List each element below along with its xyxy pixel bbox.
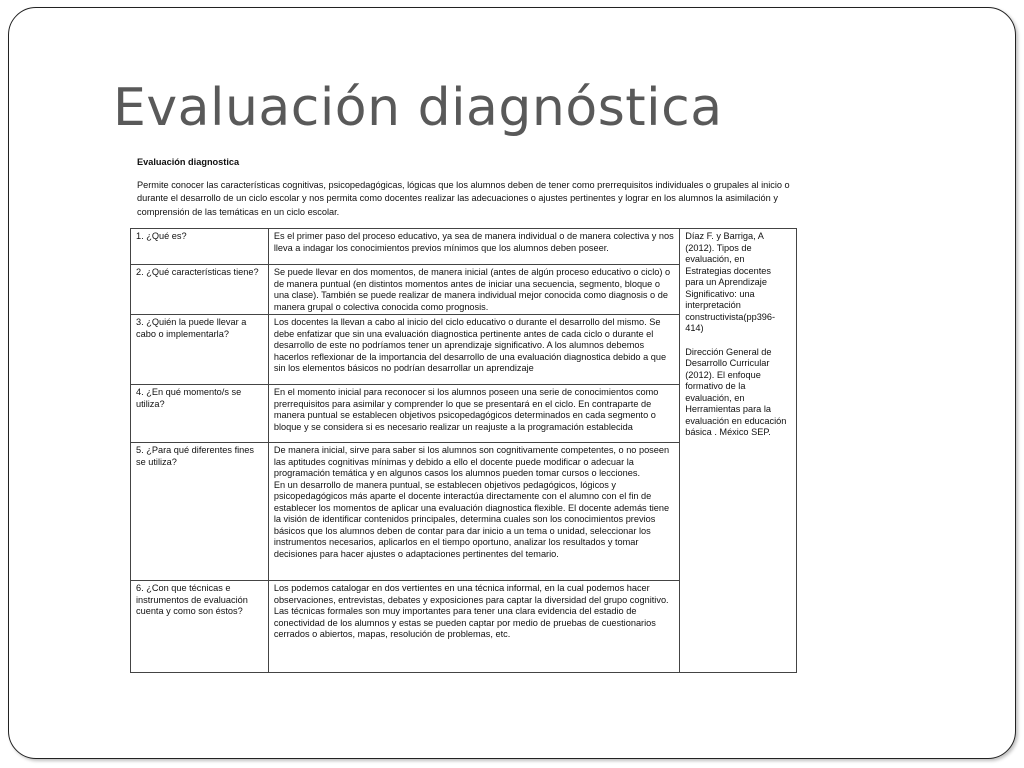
answer-paragraph: Los podemos catalogar en dos vertientes en una técnica informal, en la cual podemos hacer observaciones, entrevistas, debates y exposiciones para captar la diversidad del grupo cognitivo. [273,583,669,605]
table-row [131,229,797,265]
question-cell [131,315,269,385]
answer-cell [268,315,679,385]
document-body [137,156,797,225]
question-cell [131,229,269,265]
answer-cell [268,265,679,315]
answer-text: Los docentes la llevan a cabo al inicio del ciclo educativo o durante el desarrollo del mismo. Se debe enfatizar que sin una evaluación diagnostica pertinente antes de cada ciclo o durante el desarrollo de este no podríamos tener un aprendizaje significativo. A los alumnos debemos hacerlos reflexionar de la importancia del desarrollo de una evaluación diagnostica debido a que sin los elementos básicos no podrían desarrollar un aprendizaje [273,317,667,373]
evaluation-table [130,228,797,673]
question-cell [131,443,269,581]
question-text: 1. ¿Qué es? [136,231,187,241]
reference-text: Dirección General de Desarrollo Curricular (2012). El enfoque formativo de la evaluación, en Herramientas para la evaluación en educación básica . México SEP. [685,346,787,437]
answer-paragraph: En un desarrollo de manera puntual, se establecen objetivos pedagógicos, lógicos y psicopedagógicos más aparte el docente interactúa directamente con el alumno con el fin de establecer los momentos de aplicar una evaluación diagnostica flexible. El docente además tiene la visión de identificar contenidos principales, determina cuales son los conocimientos previos básicos que los alumnos deben de contar para dar inicio a un tema o unidad, seleccionar los instrumentos necesarios, aplicarlos en el tiempo oportuno, analizar los resultados y tomar decisiones para hacer ajustes o adaptaciones pertinentes del temario. [273,479,670,559]
question-text: 4. ¿En qué momento/s se utiliza? [136,387,242,409]
answer-paragraph: De manera inicial, sirve para saber si los alumnos son cognitivamente competentes, o no poseen las aptitudes cognitivas mínimas y debido a ello el docente puede modificar o adecuar la programación temática y en algunos casos los alumnos pueden tomar cursos o lecciones. [273,445,670,478]
document-intro: Permite conocer las características cognitivas, psicopedagógicas, lógicas que los alumnos deben de tener como prerrequisitos individuales o grupales al inicio o durante el desarrollo de un ciclo escolar y nos permita como docentes realizar las adecuaciones o ajustes pertinentes y lograr en los alumnos la asimilación y comprensión de las temáticas en un ciclo escolar. [137,179,790,217]
answer-cell [268,229,679,265]
question-text: 6. ¿Con que técnicas e instrumentos de evaluación cuenta y como son éstos? [136,583,248,616]
question-cell [131,265,269,315]
answer-cell [268,385,679,443]
question-cell [131,385,269,443]
references-cell [680,229,797,673]
answer-text: En el momento inicial para reconocer si los alumnos poseen una serie de conocimientos como prerrequisitos para asimilar y comprender lo que se presentará en el ciclo. En contraparte de manera puntual se establecen objetivos psicopedagógicos determinados en cada segmento o bloque y se considera si es necesario realizar un reajuste a la programación establecida [273,387,659,432]
answer-cell [268,443,679,581]
answer-paragraph: Las técnicas formales son muy importantes para tener una clara evidencia del estadio de conectividad de los alumnos y estas se pueden captar por medio de pruebas de cuestionarios cerrados o abiertos, mapas, resolución de problemas, etc. [273,606,656,639]
question-text: 3. ¿Quién la puede llevar a cabo o implementarla? [136,317,247,339]
answer-text: Se puede llevar en dos momentos, de manera inicial (antes de algún proceso educativo o ciclo) o de manera puntual (en distintos momentos antes de iniciar una secuencia, segmento, bloque o una clase). También se puede realizar de manera individual mejor conocida como diagnosis o de manera grupal o colectiva conocida como prognosis. [273,267,671,312]
question-text: 2. ¿Qué características tiene? [136,267,259,277]
reference-text: Díaz F. y Barriga, A (2012). Tipos de evaluación, en Estrategias docentes para un Aprendizaje Significativo: una interpretación constructivista(pp396-414) [685,231,776,333]
question-text: 5. ¿Para qué diferentes fines se utiliza? [136,445,254,467]
document-heading: Evaluación diagnostica [137,157,240,167]
slide-title: Evaluación diagnóstica [113,78,723,138]
answer-cell [268,581,679,673]
question-cell [131,581,269,673]
answer-text: Es el primer paso del proceso educativo, ya sea de manera individual o de manera colectiva y nos lleva a indagar los conocimientos previos mínimos que los alumnos deben poseer. [273,231,674,253]
